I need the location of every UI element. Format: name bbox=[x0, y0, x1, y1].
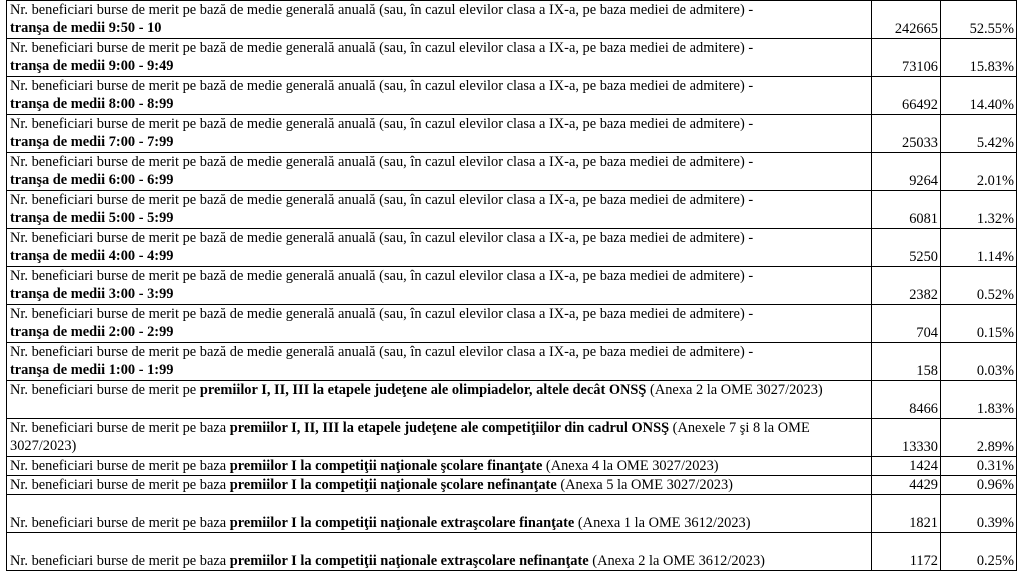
beneficiary-count: 242665 bbox=[872, 1, 941, 39]
beneficiary-count: 1424 bbox=[872, 457, 941, 476]
description-bold: tranşa de medii 2:00 - 2:99 bbox=[10, 324, 174, 340]
beneficiary-count: 1172 bbox=[872, 533, 941, 571]
table-row bbox=[7, 476, 1017, 495]
table-row bbox=[7, 343, 1017, 381]
description-suffix: (Anexa 5 la OME 3027/2023) bbox=[556, 477, 733, 493]
row-description bbox=[7, 1, 872, 39]
beneficiary-percent: 0.31% bbox=[941, 457, 1017, 476]
beneficiary-percent: 52.55% bbox=[941, 1, 1017, 39]
table-row bbox=[7, 229, 1017, 267]
row-description bbox=[7, 419, 872, 457]
description-prefix: Nr. beneficiari burse de merit pe baza bbox=[10, 458, 230, 474]
description-suffix: (Anexa 2 la OME 3612/2023) bbox=[588, 553, 765, 569]
beneficiary-percent: 0.39% bbox=[941, 495, 1017, 533]
table-row bbox=[7, 533, 1017, 571]
description-suffix: (Anexa 4 la OME 3027/2023) bbox=[542, 458, 719, 474]
table-row bbox=[7, 39, 1017, 77]
row-description bbox=[7, 267, 872, 305]
beneficiary-count: 2382 bbox=[872, 267, 941, 305]
row-description bbox=[7, 305, 872, 343]
description-bold: premiilor I la competiţii naţionale extraşcolare finanţate bbox=[229, 515, 575, 531]
beneficiary-count: 5250 bbox=[872, 229, 941, 267]
row-description bbox=[7, 381, 872, 419]
beneficiary-percent: 1.14% bbox=[941, 229, 1017, 267]
table-row bbox=[7, 153, 1017, 191]
table-row bbox=[7, 419, 1017, 457]
beneficiary-count: 73106 bbox=[872, 39, 941, 77]
description-bold: tranşa de medii 3:00 - 3:99 bbox=[10, 286, 174, 302]
row-description bbox=[7, 343, 872, 381]
description-suffix: (Anexa 2 la OME 3027/2023) bbox=[646, 382, 823, 398]
description-prefix: Nr. beneficiari burse de merit pe bază de medie generală anuală (sau, în cazul elevilor clasa a IX-a, pe baza mediei de admitere) - bbox=[10, 154, 754, 170]
beneficiary-percent: 0.25% bbox=[941, 533, 1017, 571]
description-bold: premiilor I la competiţii naţionale extraşcolare nefinanţate bbox=[229, 553, 589, 569]
beneficiary-count: 9264 bbox=[872, 153, 941, 191]
description-prefix: Nr. beneficiari burse de merit pe bază de medie generală anuală (sau, în cazul elevilor clasa a IX-a, pe baza mediei de admitere) - bbox=[10, 230, 754, 246]
description-bold: tranşa de medii 8:00 - 8:99 bbox=[10, 96, 174, 112]
description-prefix: Nr. beneficiari burse de merit pe bază de medie generală anuală (sau, în cazul elevilor clasa a IX-a, pe baza mediei de admitere) - bbox=[10, 192, 754, 208]
table-row bbox=[7, 305, 1017, 343]
beneficiary-count: 4429 bbox=[872, 476, 941, 495]
row-description bbox=[7, 229, 872, 267]
description-bold: premiilor I la competiţii naţionale şcolare nefinanţate bbox=[229, 477, 557, 493]
description-bold: tranşa de medii 7:00 - 7:99 bbox=[10, 134, 174, 150]
description-prefix: Nr. beneficiari burse de merit pe bază de medie generală anuală (sau, în cazul elevilor clasa a IX-a, pe baza mediei de admitere) - bbox=[10, 78, 754, 94]
beneficiary-percent: 14.40% bbox=[941, 77, 1017, 115]
table-row bbox=[7, 77, 1017, 115]
row-description bbox=[7, 153, 872, 191]
beneficiary-percent: 0.15% bbox=[941, 305, 1017, 343]
description-prefix: Nr. beneficiari burse de merit pe baza bbox=[10, 477, 230, 493]
table-row bbox=[7, 115, 1017, 153]
table-row bbox=[7, 1, 1017, 39]
description-prefix: Nr. beneficiari burse de merit pe bază de medie generală anuală (sau, în cazul elevilor clasa a IX-a, pe baza mediei de admitere) - bbox=[10, 116, 754, 132]
beneficiary-percent: 2.01% bbox=[941, 153, 1017, 191]
description-suffix: (Anexa 1 la OME 3612/2023) bbox=[574, 515, 751, 531]
scholarship-table bbox=[6, 0, 1017, 571]
table-body bbox=[7, 1, 1017, 571]
description-bold: tranşa de medii 4:00 - 4:99 bbox=[10, 248, 174, 264]
beneficiary-percent: 0.52% bbox=[941, 267, 1017, 305]
description-prefix: Nr. beneficiari burse de merit pe baza bbox=[10, 553, 230, 569]
beneficiary-percent: 1.32% bbox=[941, 191, 1017, 229]
description-prefix: Nr. beneficiari burse de merit pe bază de medie generală anuală (sau, în cazul elevilor clasa a IX-a, pe baza mediei de admitere) - bbox=[10, 2, 754, 18]
table-row bbox=[7, 191, 1017, 229]
beneficiary-count: 25033 bbox=[872, 115, 941, 153]
description-suffix: (Anexele 7 şi 8 la OME 3027/2023) bbox=[10, 420, 810, 454]
description-bold: tranşa de medii 5:00 - 5:99 bbox=[10, 210, 174, 226]
row-description bbox=[7, 457, 872, 476]
row-description bbox=[7, 191, 872, 229]
beneficiary-percent: 2.89% bbox=[941, 419, 1017, 457]
beneficiary-count: 1821 bbox=[872, 495, 941, 533]
beneficiary-count: 6081 bbox=[872, 191, 941, 229]
row-description bbox=[7, 495, 872, 533]
table-row bbox=[7, 495, 1017, 533]
beneficiary-percent: 15.83% bbox=[941, 39, 1017, 77]
description-prefix: Nr. beneficiari burse de merit pe bază de medie generală anuală (sau, în cazul elevilor clasa a IX-a, pe baza mediei de admitere) - bbox=[10, 306, 754, 322]
description-prefix: Nr. beneficiari burse de merit pe bază de medie generală anuală (sau, în cazul elevilor clasa a IX-a, pe baza mediei de admitere) - bbox=[10, 40, 754, 56]
description-bold: tranşa de medii 9:50 - 10 bbox=[10, 20, 162, 36]
row-description bbox=[7, 476, 872, 495]
description-bold: tranşa de medii 9:00 - 9:49 bbox=[10, 58, 174, 74]
row-description bbox=[7, 115, 872, 153]
beneficiary-count: 158 bbox=[872, 343, 941, 381]
description-bold: premiilor I, II, III la etapele judeţene ale competiţiilor din cadrul ONSŞ bbox=[229, 420, 670, 436]
row-description bbox=[7, 533, 872, 571]
description-prefix: Nr. beneficiari burse de merit pe baza bbox=[10, 420, 230, 436]
description-bold: tranşa de medii 6:00 - 6:99 bbox=[10, 172, 174, 188]
description-bold: premiilor I, II, III la etapele judeţene ale olimpiadelor, altele decât ONSŞ bbox=[199, 382, 647, 398]
description-bold: premiilor I la competiţii naţionale şcolare finanţate bbox=[229, 458, 543, 474]
beneficiary-count: 8466 bbox=[872, 381, 941, 419]
description-bold: tranşa de medii 1:00 - 1:99 bbox=[10, 362, 174, 378]
table-row bbox=[7, 381, 1017, 419]
table-row bbox=[7, 457, 1017, 476]
beneficiary-count: 13330 bbox=[872, 419, 941, 457]
beneficiary-percent: 5.42% bbox=[941, 115, 1017, 153]
description-prefix: Nr. beneficiari burse de merit pe bbox=[10, 382, 200, 398]
row-description bbox=[7, 77, 872, 115]
beneficiary-percent: 0.03% bbox=[941, 343, 1017, 381]
beneficiary-percent: 0.96% bbox=[941, 476, 1017, 495]
description-prefix: Nr. beneficiari burse de merit pe bază de medie generală anuală (sau, în cazul elevilor clasa a IX-a, pe baza mediei de admitere) - bbox=[10, 268, 754, 284]
beneficiary-count: 704 bbox=[872, 305, 941, 343]
beneficiary-percent: 1.83% bbox=[941, 381, 1017, 419]
table-row bbox=[7, 267, 1017, 305]
row-description bbox=[7, 39, 872, 77]
description-prefix: Nr. beneficiari burse de merit pe bază de medie generală anuală (sau, în cazul elevilor clasa a IX-a, pe baza mediei de admitere) - bbox=[10, 344, 754, 360]
beneficiary-count: 66492 bbox=[872, 77, 941, 115]
description-prefix: Nr. beneficiari burse de merit pe baza bbox=[10, 515, 230, 531]
